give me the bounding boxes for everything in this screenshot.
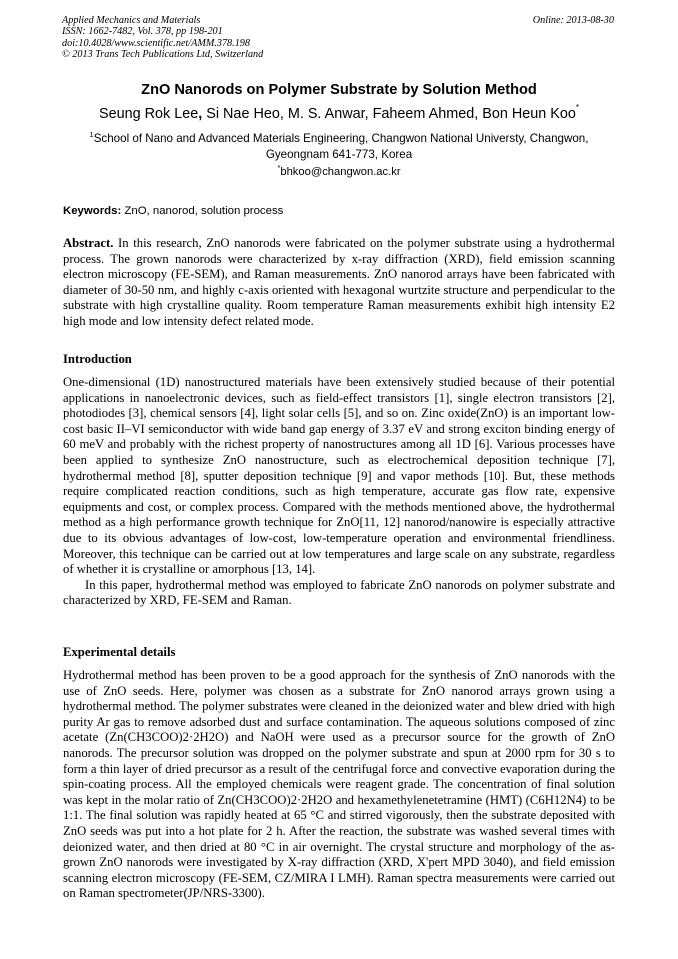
keywords-text: ZnO, nanorod, solution process (124, 205, 284, 217)
author-name: Faheem Ahmed (372, 106, 475, 122)
online-date: Online: 2013-08-30 (532, 15, 614, 26)
journal-name: Applied Mechanics and Materials (62, 15, 201, 26)
author-separator: , (198, 106, 207, 122)
author-name: M. S. Anwar (287, 106, 365, 122)
keywords (63, 204, 623, 218)
copyright-line: © 2013 Trans Tech Publications Ltd, Switzerland (62, 48, 264, 60)
affiliation (40, 131, 638, 162)
author-separator: , (279, 106, 288, 122)
section-heading-introduction: Introduction (63, 352, 132, 366)
author-name: Bon Heun Koo (482, 106, 576, 122)
author-list (20, 103, 658, 123)
author-separator: , (364, 106, 373, 122)
affiliation-line: School of Nano and Advanced Materials Engineering, Changwon National Universty, Changwon, (93, 132, 589, 145)
corresponding-author-mark: * (575, 103, 579, 112)
journal-header (62, 15, 462, 60)
paragraph: One-dimensional (1D) nanostructured materials have been extensively studied because of their potential applications in nanoelectronic devices, such as field-effect transistors [1], single electron transistors [2], photodiodes [3], chemical sensors [4], light solar cells [5], and so on. Zinc oxide(ZnO) is an important low-cost basic II–VI semiconductor with wide band gap energy of 3.37 eV and strong exciton binding energy of 60 meV and probably with the richest property of nanostructures among all 1D [6]. Various processes have been applied to synthesize ZnO nanostructure, such as electrochemical deposition technique [7], hydrothermal method [8], sputter deposition technique [9] and vapor methods [10]. But, these methods require complicated reaction conditions, such as high temperature, accurate gas flow rate, expensive equipments and cost, or complex process. Compared with the methods mentioned above, the hydrothermal method as a high performance growth technique for ZnO[11, 12] nanorod/nanowire is especially attractive due to its obvious advantages of low-cost, low-temperature operation and environmental friendliness. Moreover, this technique can be carried out at low temperatures and large scale on any substrate, regardless of whether it is crystalline or amorphous [13, 14]. (63, 375, 615, 577)
email-address: bhkoo@changwon.ac.kr (280, 166, 401, 178)
author-name: Seung Rok Lee (99, 106, 199, 122)
paragraph: Hydrothermal method has been proven to be a good approach for the synthesis of ZnO nanorods with the use of ZnO seeds. Here, polymer was chosen as a substrate for ZnO nanorod arrays grown using a hydrothermal method. The polymer substrates were cleaned in the deionized water and blew dried with high purity Ar gas to remove adsorbed dust and surface contamination. The aqueous solutions composed of zinc acetate (Zn(CH3COO)2·2H2O) and NaOH were used as a precursor source for the growth of ZnO nanorods. The precursor solution was dropped on the polymer substrate and spun at 2000 rpm for 30 s to form a thin layer of dried precursor as a result of the centrifugal force and convective evaporation during the spin-coating process. All the employed chemicals were reagent grade. The concentration of final solution was kept in the molar ratio of Zn(CH3COO)2·2H2O and hexamethylenetetramine (HMT) (C6H12N4) to be 1:1. The final solution was rapidly heated at 65 °C and stirred vigorously, then the substrate deposited with ZnO seeds was put into a hot plate for 2 h. After the reaction, the substrate was washed several times with deionized water, and then dried at 80 °C in air overnight. The crystal structure and morphology of the as-grown ZnO nanorods were investigated by X-ray diffraction (XRD, X'pert MPD 3040), and field emission scanning electron microscopy (FE-SEM, CZ/MIRA I LMH). Raman spectra measurements were carried out on Raman spectrometer(JP/NRS-3300). (63, 668, 615, 901)
author-name: Si Nae Heo (206, 106, 280, 122)
affiliation-line: Gyeongnam 641-773, Korea (265, 147, 413, 161)
corresponding-mark: * (277, 163, 281, 172)
contact-email (40, 165, 638, 179)
affiliation-mark: 1 (89, 130, 94, 139)
section-heading-experimental: Experimental details (63, 645, 176, 659)
author-separator: , (474, 106, 483, 122)
abstract-text: In this research, ZnO nanorods were fabricated on the polymer substrate using a hydrothermal process. The grown nanorods were characterized by x-ray diffraction (XRD), field emission scanning electron microscopy (FE-SEM), and Raman measurements. ZnO nanorod arrays have been fabricated with diameter of 30-50 nm, and highly c-axis oriented with hexagonal wurtzite structure and perpendicular to the substrate with high crystalline quality. Room temperature Raman measurements exhibit high intensity E2 high mode and low intensity defect related mode. (63, 236, 615, 328)
paper-title: ZnO Nanorods on Polymer Substrate by Solution Method (141, 82, 537, 98)
keywords-label: Keywords: (63, 205, 122, 217)
paragraph: In this paper, hydrothermal method was employed to fabricate ZnO nanorods on polymer substrate and characterized by XRD, FE-SEM and Raman. (63, 577, 615, 608)
abstract-label: Abstract. (63, 236, 114, 250)
doi-line: doi:10.4028/www.scientific.net/AMM.378.198 (62, 37, 250, 49)
abstract (63, 236, 615, 330)
introduction-body (63, 375, 615, 609)
issn-line: ISSN: 1662-7482, Vol. 378, pp 198-201 (62, 26, 223, 38)
experimental-body (63, 668, 615, 902)
